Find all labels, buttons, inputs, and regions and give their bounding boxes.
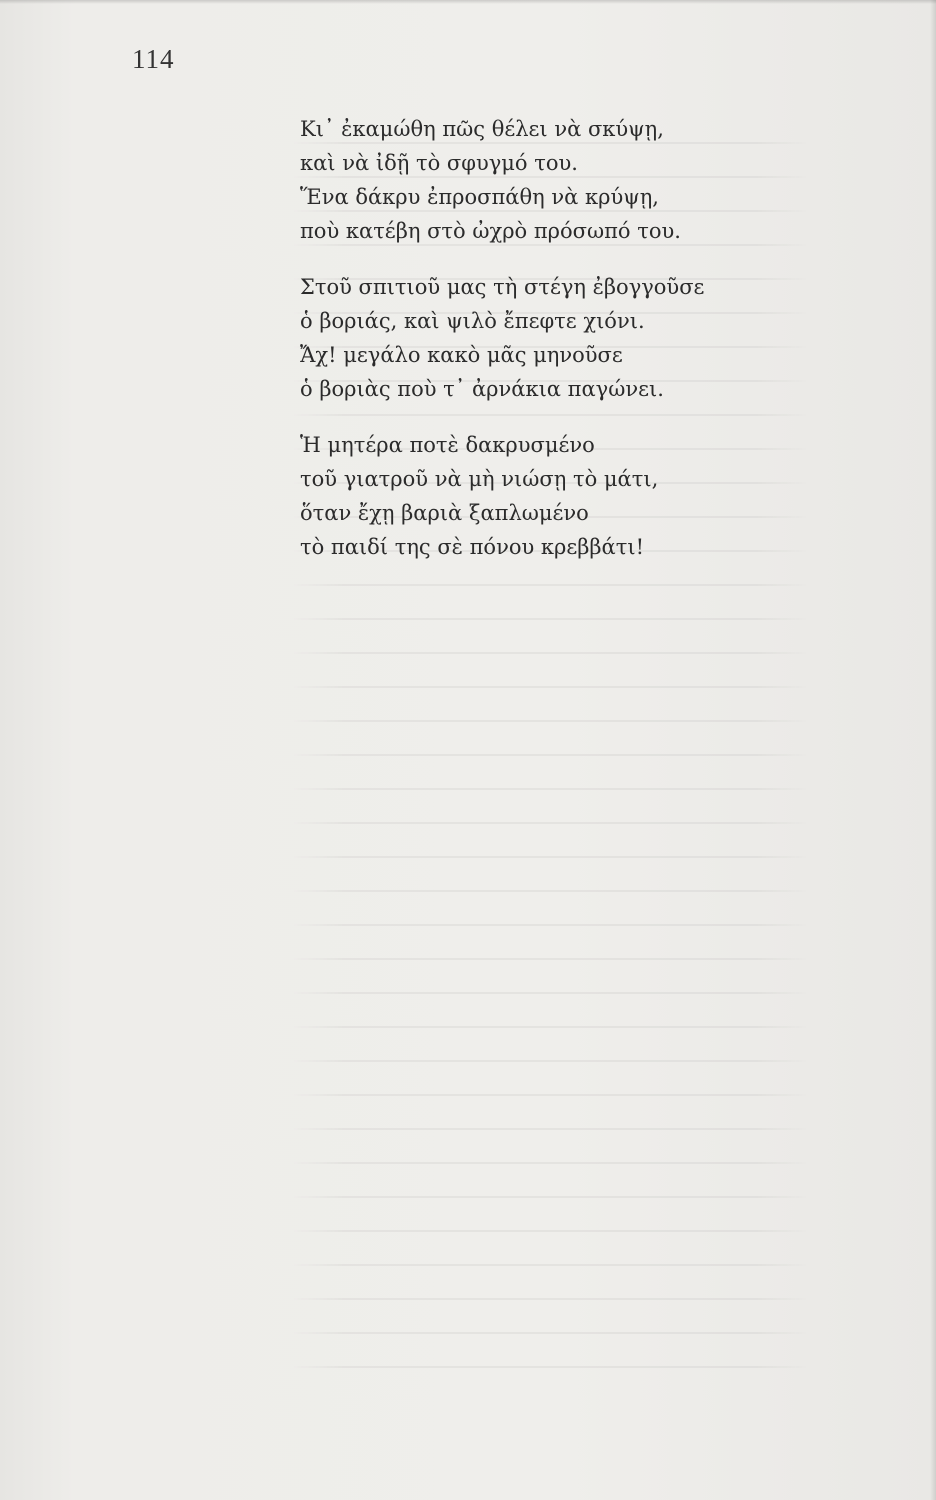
poem-line: τοῦ γιατροῦ νὰ μὴ νιώσῃ τὸ μάτι, (300, 467, 659, 491)
poem-line: ποὺ κατέβη στὸ ὠχρὸ πρόσωπό του. (300, 219, 681, 243)
poem-line: καὶ νὰ ἰδῇ τὸ σφυγμό του. (300, 151, 578, 175)
poem-line: ὁ βοριάς, καὶ ψιλὸ ἔπεφτε χιόνι. (300, 309, 645, 333)
stanza-1 (300, 112, 860, 248)
poem-line: τὸ παιδί της σὲ πόνου κρεββάτι! (300, 535, 645, 559)
poem-line: ὁ βοριὰς ποὺ τ᾽ ἀρνάκια παγώνει. (300, 377, 664, 401)
poem-line: Στοῦ σπιτιοῦ μας τὴ στέγη ἐβογγοῦσε (300, 275, 705, 299)
page-top-shadow (0, 0, 936, 4)
stanza-3 (300, 428, 860, 564)
poem-line: Ἄχ! μεγάλο κακὸ μᾶς μηνοῦσε (300, 343, 623, 367)
poem-line: Κι᾽ ἐκαμώθη πῶς θέλει νὰ σκύψῃ, (300, 117, 664, 141)
poem (300, 112, 860, 586)
poem-line: Ἕνα δάκρυ ἐπροσπάθη νὰ κρύψῃ, (300, 185, 659, 209)
poem-line: ὅταν ἔχῃ βαριὰ ξαπλωμένο (300, 501, 589, 525)
poem-line: Ἡ μητέρα ποτὲ δακρυσμένο (300, 433, 595, 457)
page-right-shadow (930, 0, 936, 1500)
stanza-2 (300, 270, 860, 406)
page-number: 114 (132, 44, 175, 74)
